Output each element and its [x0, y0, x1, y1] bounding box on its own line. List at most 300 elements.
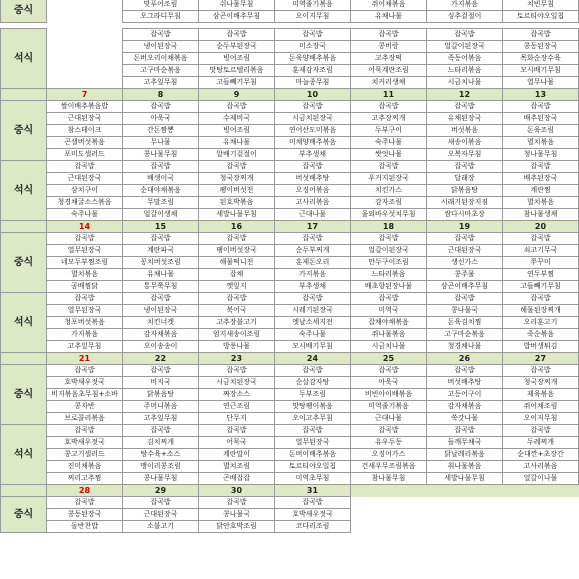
menu-item: 삼곤이배추무침 [427, 281, 503, 293]
menu-item: 콩비랑 [351, 41, 427, 53]
menu-item: 순대야채볶음 [123, 185, 199, 197]
menu-item: 열무된장국 [47, 305, 123, 317]
menu-item: 쥐나물볶음 [351, 329, 427, 341]
menu-item: 청국장찌개 [199, 173, 275, 185]
menu-item: 유채나물 [123, 269, 199, 281]
menu-item: 빙어조림 [199, 125, 275, 137]
menu-item: 잡곡밥 [123, 365, 199, 377]
menu-cell-empty [47, 0, 123, 11]
menu-item: 팽이버섯전 [199, 185, 275, 197]
menu-item: 오이지무침 [275, 11, 351, 23]
menu-item: 잡곡밥 [123, 293, 199, 305]
menu-item: 근대된장국 [427, 245, 503, 257]
menu-item: 맛탕팽이볶음 [275, 401, 351, 413]
menu-row [1, 233, 579, 245]
menu-item: 감자채볶음 [427, 401, 503, 413]
menu-item: 시레기된장국 [275, 305, 351, 317]
menu-item: 쭈꾸미 [503, 257, 579, 269]
menu-item: 미역줄기볶음 [275, 0, 351, 11]
menu-item: 건새우무조림볶음 [351, 461, 427, 473]
menu-item: 깻잎지 [199, 281, 275, 293]
menu-item: 잡곡밥 [199, 161, 275, 173]
menu-item: 연두부찜 [503, 269, 579, 281]
menu-item: 얼갈이된장국 [427, 41, 503, 53]
menu-cell-empty [503, 509, 579, 521]
date-cell: 21 [47, 353, 123, 365]
meal-label: 중식 [1, 233, 47, 293]
menu-item: 토르티야오일칩 [275, 461, 351, 473]
menu-item: 계란말이 [199, 449, 275, 461]
date-cell: 20 [503, 221, 579, 233]
menu-item: 멸치볶음 [503, 197, 579, 209]
menu-item: 잡곡밥 [123, 233, 199, 245]
menu-item: 쌀이배추볶음밥 [47, 101, 123, 113]
menu-item: 생선가스 [427, 257, 503, 269]
menu-item: 콩동된장국 [47, 509, 123, 521]
menu-item: 잡곡밥 [351, 365, 427, 377]
date-cell: 12 [427, 89, 503, 101]
menu-item: 배생이국 [123, 173, 199, 185]
menu-item: 해물된장찌개 [503, 305, 579, 317]
menu-item: 마늘종무침 [275, 77, 351, 89]
menu-cell-empty [503, 497, 579, 509]
menu-item: 소불고기 [123, 521, 199, 533]
menu-item: 배추된장국 [503, 173, 579, 185]
menu-item: 주머니볶음 [123, 401, 199, 413]
menu-item: 콩고기샐러드 [47, 449, 123, 461]
menu-item: 연어산도미볶음 [275, 125, 351, 137]
menu-row [1, 461, 579, 473]
menu-item: 꽁치버섯조림 [123, 257, 199, 269]
menu-item: 치커리생채 [351, 77, 427, 89]
menu-row [1, 449, 579, 461]
menu-item: 연근조림 [199, 401, 275, 413]
menu-item: 유채나물 [351, 11, 427, 23]
menu-cell-empty [47, 65, 123, 77]
menu-item: 잡곡밥 [427, 101, 503, 113]
menu-item: 진미채볶음 [47, 461, 123, 473]
menu-item: 엄지새송이조림 [199, 329, 275, 341]
menu-item: 두레찌개 [503, 437, 579, 449]
menu-item: 쇠고기무국 [503, 245, 579, 257]
menu-item: 김치찌개 [123, 437, 199, 449]
menu-row [1, 389, 579, 401]
menu-item: 잡곡밥 [427, 161, 503, 173]
menu-item: 얼갈이나물 [503, 473, 579, 485]
menu-item: 곤샐버섯볶음 [47, 137, 123, 149]
meal-label: 중식 [1, 0, 47, 23]
menu-row [1, 437, 579, 449]
menu-row [1, 401, 579, 413]
date-cell: 30 [199, 485, 275, 497]
menu-item: 들깨무채국 [427, 437, 503, 449]
menu-item: 잡곡밥 [123, 29, 199, 41]
menu-item: 밥버생튀김 [503, 341, 579, 353]
menu-item: 아욱국 [123, 113, 199, 125]
date-cell: 7 [47, 89, 123, 101]
menu-item: 닭볶음탕 [427, 185, 503, 197]
menu-item: 포미도샐러드 [47, 149, 123, 161]
menu-item: 잡곡밥 [199, 365, 275, 377]
menu-item: 잡곡밥 [427, 425, 503, 437]
menu-item: 잡곡밥 [351, 233, 427, 245]
menu-item: 어묵계란조림 [351, 65, 427, 77]
menu-item: 잡곡밥 [199, 425, 275, 437]
menu-item: 맛탕토르텔리볶음 [199, 65, 275, 77]
menu-item: 잡채 [199, 269, 275, 281]
menu-row [1, 53, 579, 65]
menu-item: 죽순볶음 [503, 329, 579, 341]
menu-item: 아욱국 [351, 377, 427, 389]
menu-item: 세발나물무침 [199, 209, 275, 221]
menu-item: 곤배잡잡 [199, 473, 275, 485]
menu-item: 비지볶음초무침+소바 [47, 389, 123, 401]
menu-item: 멸치볶음 [47, 269, 123, 281]
menu-item: 우거지된장국 [351, 173, 427, 185]
menu-item: 고구마순볶음 [123, 65, 199, 77]
menu-item: 돈육양배추볶음 [275, 53, 351, 65]
menu-item: 숙주나물 [47, 209, 123, 221]
menu-item: 참나물무침 [351, 473, 427, 485]
menu-row [1, 0, 579, 11]
menu-row [1, 77, 579, 89]
date-cell: 28 [47, 485, 123, 497]
menu-row [1, 365, 579, 377]
menu-item: 순대깐+초장간 [503, 449, 579, 461]
date-cell: 22 [123, 353, 199, 365]
menu-item: 느타리볶음 [427, 65, 503, 77]
menu-item: 냉이된장국 [123, 41, 199, 53]
menu-item: 유채된장국 [427, 113, 503, 125]
menu-item: 비지국 [123, 377, 199, 389]
menu-item: 모시배기무침 [275, 341, 351, 353]
menu-item: 잡곡밥 [351, 293, 427, 305]
menu-table [0, 0, 579, 23]
meal-label: 석식 [1, 161, 47, 221]
menu-item: 훈제돈오리 [275, 257, 351, 269]
menu-item: 맹이리콩조림 [123, 461, 199, 473]
menu-item: 수제비국 [199, 113, 275, 125]
menu-cell-empty [503, 521, 579, 533]
menu-item: 잡곡밥 [199, 101, 275, 113]
menu-item: 쑥갓나물 [427, 413, 503, 425]
menu-item: 두부구이 [351, 125, 427, 137]
menu-cell-empty [47, 41, 123, 53]
menu-item: 훈제감자조림 [275, 65, 351, 77]
menu-item: 근대나물 [351, 413, 427, 425]
menu-row [1, 11, 579, 23]
menu-item: 엣날소세지전 [275, 317, 351, 329]
menu-item: 호박새우젓국 [275, 509, 351, 521]
menu-item: 숙주나물 [275, 329, 351, 341]
menu-item: 오그라디무침 [123, 11, 199, 23]
meal-label: 중식 [1, 365, 47, 425]
menu-item: 브로콜리볶음 [47, 413, 123, 425]
menu-row [1, 161, 579, 173]
menu-item: 치킨가스 [351, 185, 427, 197]
menu-item: 참나물생채 [503, 209, 579, 221]
date-cell-empty [351, 485, 427, 497]
menu-item: 모시배기무침 [503, 65, 579, 77]
menu-item: 멸치조림 [199, 461, 275, 473]
menu-item: 쉬나물무침 [199, 0, 275, 11]
menu-item: 시금치된장국 [199, 377, 275, 389]
menu-item: 탕수육+소스 [123, 449, 199, 461]
menu-item: 삼치구이 [47, 185, 123, 197]
menu-table [0, 28, 579, 533]
menu-item: 고추잎무침 [123, 77, 199, 89]
menu-item: 청나물무침 [503, 149, 579, 161]
menu-item: 잡곡밥 [123, 161, 199, 173]
menu-item: 얼갈이생채 [123, 209, 199, 221]
menu-item: 버섯볶음 [427, 125, 503, 137]
menu-item: 버섯배추탕 [275, 173, 351, 185]
menu-item: 돌반찬밥 [47, 521, 123, 533]
menu-item: 오징어가스 [351, 449, 427, 461]
menu-item: 고추잎무침 [123, 413, 199, 425]
menu-item: 두부조림 [275, 389, 351, 401]
menu-item: 간돈짬뽕 [123, 125, 199, 137]
date-cell: 15 [123, 221, 199, 233]
menu-item: 쌋엇나물 [351, 149, 427, 161]
menu-cell-empty [427, 509, 503, 521]
menu-item: 찌리고추찜 [47, 473, 123, 485]
menu-row [1, 269, 579, 281]
menu-item: 고들빼기무침 [199, 77, 275, 89]
menu-item: 잡곡밥 [503, 101, 579, 113]
menu-item: 오이지무침 [503, 413, 579, 425]
menu-item: 느타리볶음 [351, 269, 427, 281]
menu-item: 잡곡밥 [351, 425, 427, 437]
menu-item: 쌈다시마초장 [427, 209, 503, 221]
menu-cell-empty [351, 521, 427, 533]
date-row [1, 89, 579, 101]
menu-item: 부추생채 [275, 149, 351, 161]
menu-item: 오이송송이 [123, 341, 199, 353]
menu-row [1, 473, 579, 485]
menu-item: 잡곡밥 [123, 101, 199, 113]
menu-item: 계란파국 [123, 245, 199, 257]
menu-item: 고추장떡 [351, 53, 427, 65]
menu-item: 잡곡밥 [275, 101, 351, 113]
menu-item: 가지볶음 [47, 329, 123, 341]
menu-item: 목화순장수육 [503, 53, 579, 65]
menu-item: 가지볶음 [427, 0, 503, 11]
menu-item: 순두부찌개 [275, 245, 351, 257]
menu-item: 코다리조림 [275, 521, 351, 533]
menu-cell-empty [47, 11, 123, 23]
menu-item: 잡곡밥 [275, 29, 351, 41]
menu-item: 닭날레리볶음 [427, 449, 503, 461]
menu-row [1, 305, 579, 317]
menu-item: 버섯배추탕 [427, 377, 503, 389]
menu-item: 쥐어채볶음 [351, 0, 427, 11]
menu-row [1, 185, 579, 197]
menu-row [1, 209, 579, 221]
menu-item: 유채나물 [199, 137, 275, 149]
menu-item: 돈육김치찜 [427, 317, 503, 329]
menu-row [1, 497, 579, 509]
menu-item: 근대된장국 [47, 113, 123, 125]
menu-item: 네모두부찜조림 [47, 257, 123, 269]
menu-item: 청경채굴소스볶음 [47, 197, 123, 209]
menu-item: 시금치나물 [427, 77, 503, 89]
menu-item: 열무된장국 [275, 437, 351, 449]
menu-item: 잡곡밥 [275, 293, 351, 305]
menu-item: 근대된장국 [123, 509, 199, 521]
menu-item: 제육볶음 [503, 389, 579, 401]
date-cell: 18 [351, 221, 427, 233]
meal-label: 석식 [1, 29, 47, 89]
menu-item: 미소장국 [275, 41, 351, 53]
menu-item: 고추장찌개 [351, 113, 427, 125]
date-cell: 13 [503, 89, 579, 101]
date-cell: 14 [47, 221, 123, 233]
menu-item: 잡곡밥 [503, 293, 579, 305]
menu-cell-empty [351, 497, 427, 509]
menu-row [1, 293, 579, 305]
menu-item: 싱추겉절이 [427, 11, 503, 23]
menu-item: 콩동된장국 [503, 41, 579, 53]
menu-item: 콩나물국 [199, 509, 275, 521]
menu-cell-empty [47, 53, 123, 65]
date-cell: 9 [199, 89, 275, 101]
menu-item: 통무쭉무침 [123, 281, 199, 293]
menu-item: 청국장찌개 [503, 377, 579, 389]
menu-item: 잡곡밥 [275, 365, 351, 377]
menu-item: 잡곡밥 [47, 365, 123, 377]
menu-item: 순두부된장국 [199, 41, 275, 53]
date-row-label [1, 221, 47, 233]
menu-row [1, 317, 579, 329]
menu-item: 비빈아이배볶음 [351, 389, 427, 401]
menu-item: 청포버섯볶음 [47, 317, 123, 329]
date-cell: 16 [199, 221, 275, 233]
menu-item: 만두구이조림 [351, 257, 427, 269]
menu-item: 오이고추무침 [275, 413, 351, 425]
menu-item: 배추된장국 [503, 113, 579, 125]
menu-item: 고사리볶음 [275, 197, 351, 209]
menu-item: 감자채볶음 [123, 329, 199, 341]
menu-item: 치빈무침 [503, 0, 579, 11]
menu-item: 배초향된장나물 [351, 281, 427, 293]
menu-item: 돈육조림 [503, 125, 579, 137]
date-cell-empty [503, 485, 579, 497]
menu-item: 무나물 [123, 137, 199, 149]
menu-item: 된호박볶음 [199, 197, 275, 209]
menu-item: 오리훈고기 [503, 317, 579, 329]
date-cell: 19 [427, 221, 503, 233]
menu-item: 어묵국 [199, 437, 275, 449]
menu-item: 잡곡밥 [503, 29, 579, 41]
menu-item: 취나물볶음 [427, 461, 503, 473]
menu-item: 잡곡밥 [199, 233, 275, 245]
menu-item: 고등어구이 [427, 389, 503, 401]
menu-item: 족동어볶음 [427, 53, 503, 65]
menu-item: 북어국 [199, 305, 275, 317]
menu-item: 돈버오리이채볶음 [123, 53, 199, 65]
menu-item: 미역초무침 [275, 473, 351, 485]
date-row [1, 353, 579, 365]
menu-item: 닭안호박조림 [199, 521, 275, 533]
menu-item: 잡곡밥 [351, 161, 427, 173]
menu-item: 잡곡밥 [47, 161, 123, 173]
menu-row [1, 125, 579, 137]
menu-item: 잡곡밥 [275, 425, 351, 437]
date-row-label [1, 485, 47, 497]
menu-item: 잡곡밥 [427, 365, 503, 377]
menu-item: 근대나물 [275, 209, 351, 221]
menu-row [1, 257, 579, 269]
menu-cell-empty [351, 509, 427, 521]
menu-item: 호박새우젓국 [47, 437, 123, 449]
menu-item: 감자조림 [351, 197, 427, 209]
menu-row [1, 341, 579, 353]
menu-item: 시금치나물 [351, 341, 427, 353]
menu-item: 콩나물국 [427, 305, 503, 317]
menu-item: 잡곡밥 [123, 425, 199, 437]
menu-item: 잡곡밥 [351, 101, 427, 113]
menu-item: 잡곡밥 [275, 161, 351, 173]
date-row [1, 485, 579, 497]
menu-row [1, 173, 579, 185]
menu-item: 치킨너겟 [123, 317, 199, 329]
date-cell: 10 [275, 89, 351, 101]
menu-row [1, 101, 579, 113]
menu-item: 잡곡밥 [47, 425, 123, 437]
menu-item: 닭볶음탕 [123, 389, 199, 401]
date-cell: 17 [275, 221, 351, 233]
menu-item: 잡곡밥 [427, 293, 503, 305]
menu-item: 맞푸어조림 [123, 0, 199, 11]
menu-item: 빙어조림 [199, 53, 275, 65]
menu-row [1, 329, 579, 341]
date-cell: 23 [199, 353, 275, 365]
menu-item: 해물떡니전 [199, 257, 275, 269]
menu-cell-empty [427, 521, 503, 533]
menu-item: 알배기겉절이 [199, 149, 275, 161]
menu-item: 잡곡밥 [351, 29, 427, 41]
menu-item: 잡곡밥 [47, 497, 123, 509]
menu-item: 콩나물무침 [123, 149, 199, 161]
menu-item: 콩주물 [427, 269, 503, 281]
menu-item: 청경채나물 [427, 341, 503, 353]
menu-item: 잡곡밥 [199, 497, 275, 509]
menu-item: 참스테이크 [47, 125, 123, 137]
menu-item: 잡곡밥 [503, 365, 579, 377]
menu-item: 얼갈이된장국 [351, 245, 427, 257]
menu-item: 단무지 [199, 413, 275, 425]
menu-item: 근대된장국 [47, 173, 123, 185]
date-cell: 26 [427, 353, 503, 365]
meal-label: 석식 [1, 425, 47, 485]
menu-row [1, 29, 579, 41]
date-cell: 11 [351, 89, 427, 101]
date-cell: 24 [275, 353, 351, 365]
menu-item: 잡곡밥 [47, 233, 123, 245]
menu-row [1, 113, 579, 125]
menu-row [1, 41, 579, 53]
menu-item: 잡곡밥 [427, 233, 503, 245]
menu-item: 계란찜 [503, 185, 579, 197]
menu-item: 콩나물무침 [123, 473, 199, 485]
menu-item: 울외바우섯치무침 [351, 209, 427, 221]
menu-item: 열무된장국 [47, 245, 123, 257]
menu-item: 숙주나물 [351, 137, 427, 149]
menu-row [1, 65, 579, 77]
menu-item: 오징어볶음 [275, 185, 351, 197]
menu-row [1, 377, 579, 389]
